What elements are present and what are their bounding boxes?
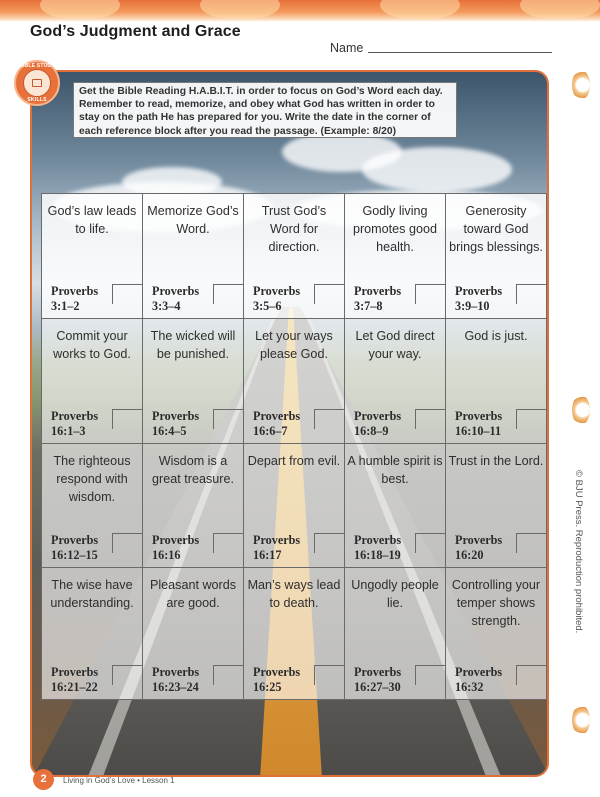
- reading-cell: [142, 193, 244, 319]
- reading-cell: [142, 567, 244, 700]
- top-color-band: [0, 0, 600, 22]
- footer-text: Living in God’s Love • Lesson 1: [63, 776, 175, 785]
- date-entry-box[interactable]: [112, 409, 143, 429]
- cell-theme: Trust God’s Word for direction.: [261, 204, 327, 254]
- reference-verses: 16:12–15: [51, 548, 98, 562]
- binder-hole-icon: [566, 705, 594, 739]
- cell-theme: The wicked will be punished.: [150, 329, 236, 361]
- reference-verses: 16:32: [455, 680, 484, 694]
- date-entry-box[interactable]: [314, 409, 345, 429]
- reading-cell: [344, 318, 446, 444]
- reference-verses: 3:3–4: [152, 299, 181, 313]
- reading-cell: [344, 193, 446, 319]
- name-field[interactable]: [368, 52, 552, 53]
- date-entry-box[interactable]: [415, 284, 446, 304]
- scripture-reference: [253, 665, 300, 695]
- cell-theme: Generosity toward God brings blessings.: [449, 204, 543, 254]
- reading-cell: [344, 443, 446, 568]
- reference-book: Proverbs: [354, 284, 402, 298]
- cell-theme: God is just.: [464, 329, 528, 343]
- reading-cell: [445, 318, 547, 444]
- cell-theme: God’s law leads to life.: [47, 204, 137, 236]
- reference-verses: 16:17: [253, 548, 282, 562]
- reference-book: Proverbs: [354, 533, 402, 547]
- reading-cell: [445, 443, 547, 568]
- date-entry-box[interactable]: [314, 533, 345, 553]
- reference-verses: 3:1–2: [51, 299, 80, 313]
- date-entry-box[interactable]: [415, 533, 446, 553]
- cell-theme: Wisdom is a great treasure.: [152, 454, 234, 486]
- cell-theme: Let God direct your way.: [355, 329, 435, 361]
- reference-book: Proverbs: [152, 533, 200, 547]
- reading-cell: [344, 567, 446, 700]
- reading-cell: [445, 567, 547, 700]
- scripture-reference: [455, 284, 502, 314]
- reference-book: Proverbs: [51, 665, 99, 679]
- date-entry-box[interactable]: [516, 533, 547, 553]
- copyright-note: © BJU Press. Reproduction prohibited.: [573, 470, 584, 634]
- reference-book: Proverbs: [51, 284, 99, 298]
- reference-verses: 16:25: [253, 680, 282, 694]
- reference-book: Proverbs: [152, 284, 200, 298]
- reference-verses: 3:7–8: [354, 299, 383, 313]
- reference-book: Proverbs: [51, 409, 99, 423]
- reading-cell: [41, 567, 143, 700]
- reference-book: Proverbs: [253, 665, 301, 679]
- cell-theme: Godly living promotes good health.: [352, 204, 437, 254]
- scripture-reference: [455, 533, 502, 563]
- scripture-reference: [51, 533, 98, 563]
- reference-book: Proverbs: [455, 284, 503, 298]
- reference-verses: 16:6–7: [253, 424, 288, 438]
- reading-cell: [445, 193, 547, 319]
- scripture-reference: [152, 665, 199, 695]
- cell-theme: Man’s ways lead to death.: [247, 578, 341, 610]
- bible-study-skills-badge: BIBLE STUDY SKILLS: [14, 60, 60, 106]
- date-entry-box[interactable]: [213, 665, 244, 685]
- date-entry-box[interactable]: [415, 665, 446, 685]
- binder-hole-icon: [566, 70, 594, 104]
- reading-cell: [41, 443, 143, 568]
- reference-book: Proverbs: [253, 533, 301, 547]
- reference-verses: 16:1–3: [51, 424, 86, 438]
- date-entry-box[interactable]: [112, 284, 143, 304]
- date-entry-box[interactable]: [516, 665, 547, 685]
- reference-book: Proverbs: [253, 409, 301, 423]
- date-entry-box[interactable]: [415, 409, 446, 429]
- scripture-reference: [354, 409, 401, 439]
- date-entry-box[interactable]: [314, 284, 345, 304]
- reference-verses: 3:9–10: [455, 299, 490, 313]
- reference-verses: 16:16: [152, 548, 181, 562]
- scripture-reference: [152, 284, 199, 314]
- name-label: Name: [330, 41, 364, 55]
- scripture-reference: [152, 409, 199, 439]
- page-number: 2: [33, 769, 54, 790]
- reference-verses: 16:8–9: [354, 424, 389, 438]
- date-entry-box[interactable]: [314, 665, 345, 685]
- scripture-reference: [253, 284, 300, 314]
- scripture-reference: [51, 665, 98, 695]
- reference-verses: 16:27–30: [354, 680, 401, 694]
- reading-cell: [41, 318, 143, 444]
- reference-verses: 16:4–5: [152, 424, 187, 438]
- scripture-reference: [253, 533, 300, 563]
- date-entry-box[interactable]: [516, 409, 547, 429]
- reference-verses: 16:21–22: [51, 680, 98, 694]
- book-icon: [32, 79, 42, 87]
- scripture-reference: [354, 665, 401, 695]
- cell-theme: Ungodly people lie.: [351, 578, 439, 610]
- reading-cell: [142, 318, 244, 444]
- reading-cell: [243, 443, 345, 568]
- cell-theme: Let your ways please God.: [255, 329, 333, 361]
- reading-cell: [243, 567, 345, 700]
- scripture-reference: [51, 409, 98, 439]
- cell-theme: Pleasant words are good.: [149, 578, 237, 610]
- cell-theme: The righteous respond with wisdom.: [53, 454, 131, 504]
- reference-book: Proverbs: [354, 665, 402, 679]
- date-entry-box[interactable]: [112, 665, 143, 685]
- reference-verses: 16:20: [455, 548, 484, 562]
- cell-theme: Memorize God’s Word.: [147, 204, 239, 236]
- binder-hole-icon: [566, 395, 594, 429]
- scripture-reference: [152, 533, 199, 563]
- scripture-reference: [354, 284, 401, 314]
- reference-book: Proverbs: [253, 284, 301, 298]
- reference-book: Proverbs: [152, 409, 200, 423]
- reading-cell: [243, 318, 345, 444]
- page-title: God’s Judgment and Grace: [30, 23, 241, 40]
- reference-book: Proverbs: [455, 409, 503, 423]
- cell-theme: Commit your works to God.: [53, 329, 131, 361]
- cell-theme: The wise have understanding.: [50, 578, 134, 610]
- instructions-box: Get the Bible Reading H.A.B.I.T. in order to focus on God’s Word each day. Remember to read, memorize, and obey what God has written in order to stay on the path He has prepared for you. Write the date in the corner of each reference block after you read the passage. (Example: 8/20): [73, 82, 457, 138]
- reading-cell: [142, 443, 244, 568]
- reading-cell: [41, 193, 143, 319]
- reference-verses: 16:23–24: [152, 680, 199, 694]
- date-entry-box[interactable]: [112, 533, 143, 553]
- reference-verses: 3:5–6: [253, 299, 282, 313]
- reference-book: Proverbs: [152, 665, 200, 679]
- scripture-reference: [51, 284, 98, 314]
- reading-grid: [41, 193, 547, 700]
- scripture-reference: [354, 533, 401, 563]
- reference-book: Proverbs: [354, 409, 402, 423]
- cell-theme: Controlling your temper shows strength.: [451, 578, 541, 628]
- cell-theme: Depart from evil.: [247, 454, 341, 468]
- date-entry-box[interactable]: [213, 409, 244, 429]
- date-entry-box[interactable]: [516, 284, 547, 304]
- date-entry-box[interactable]: [213, 533, 244, 553]
- scripture-reference: [455, 409, 502, 439]
- reference-verses: 16:10–11: [455, 424, 502, 438]
- date-entry-box[interactable]: [213, 284, 244, 304]
- reference-book: Proverbs: [455, 533, 503, 547]
- scripture-reference: [455, 665, 502, 695]
- cell-theme: Trust in the Lord.: [448, 454, 544, 468]
- reference-book: Proverbs: [51, 533, 99, 547]
- scripture-reference: [253, 409, 300, 439]
- reference-book: Proverbs: [455, 665, 503, 679]
- reading-cell: [243, 193, 345, 319]
- reference-verses: 16:18–19: [354, 548, 401, 562]
- cell-theme: A humble spirit is best.: [347, 454, 443, 486]
